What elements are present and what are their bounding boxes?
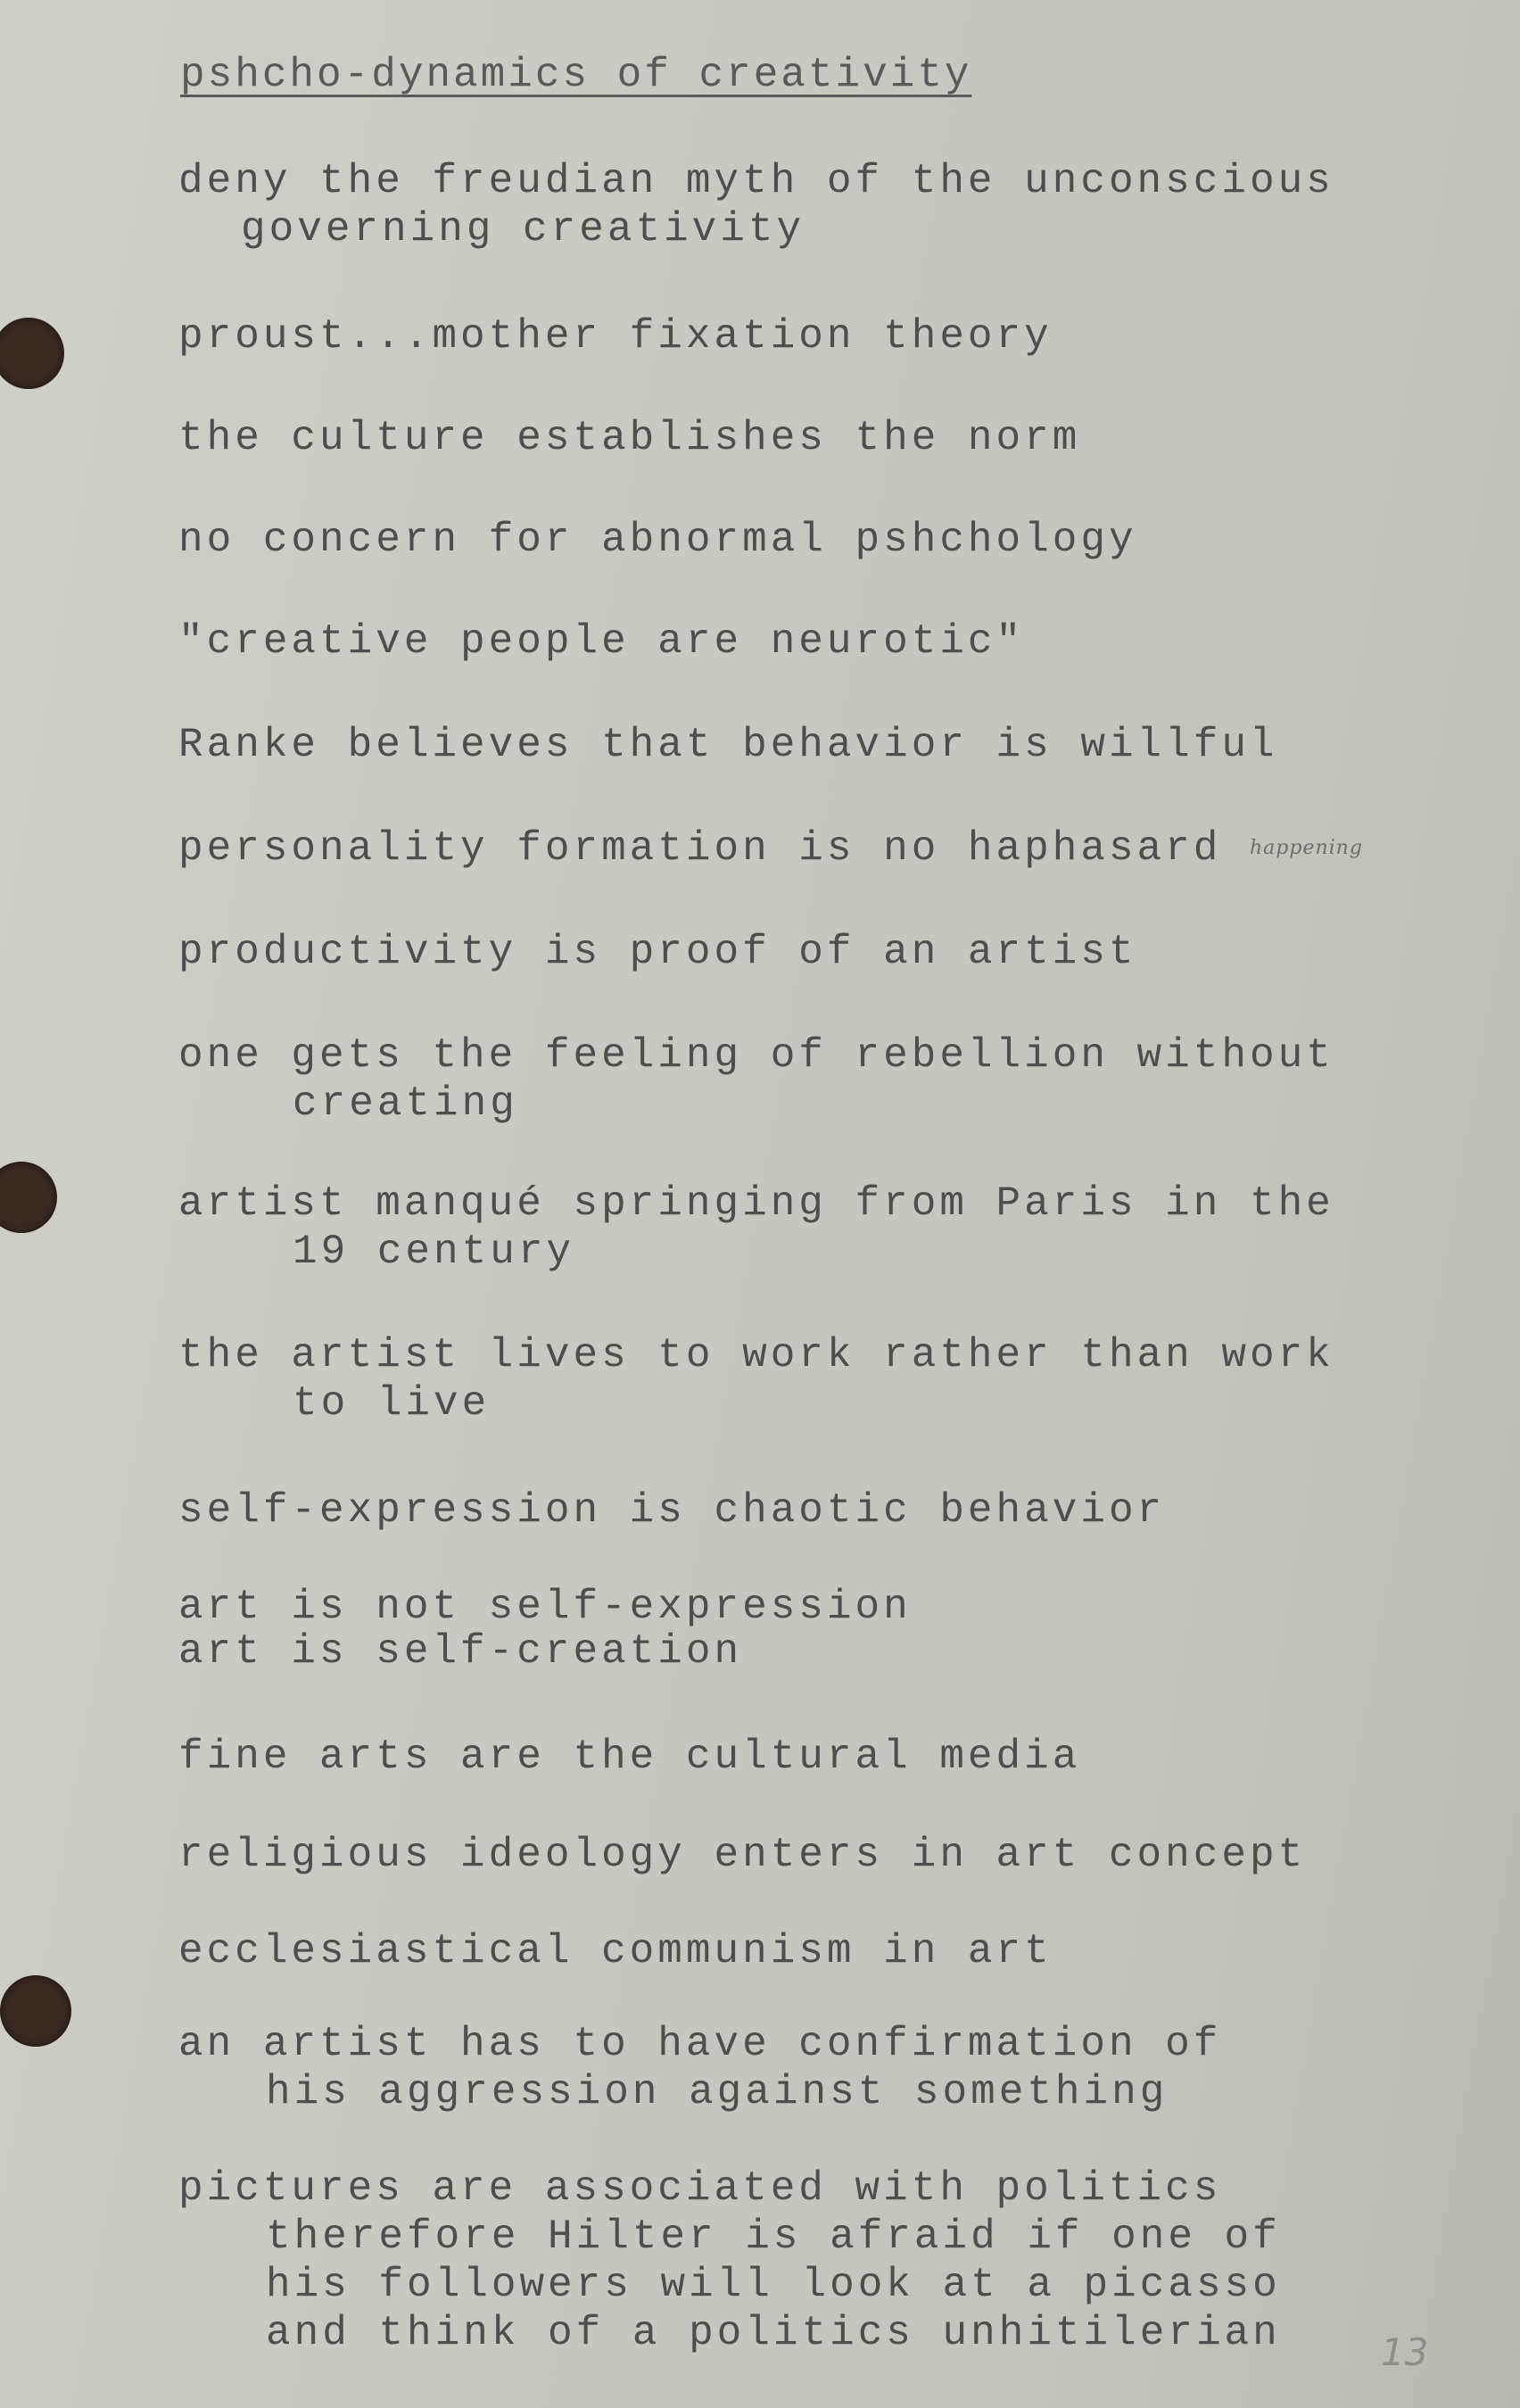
item-line: "creative people are neurotic" bbox=[178, 618, 1025, 665]
item-line: deny the freudian myth of the unconscious bbox=[178, 158, 1334, 204]
list-item bbox=[178, 414, 1080, 462]
item-line: fine arts are the cultural media bbox=[178, 1734, 1081, 1780]
list-item bbox=[178, 312, 1053, 360]
list-item bbox=[178, 157, 1334, 253]
item-line: one gets the feeling of rebellion without bbox=[178, 1032, 1334, 1079]
item-continuation: 19 century bbox=[293, 1229, 575, 1275]
item-line: religious ideology enters in art concept bbox=[178, 1832, 1307, 1878]
punch-hole-middle bbox=[0, 1162, 57, 1233]
item-line: pictures are associated with politics bbox=[178, 2165, 1222, 2212]
item-continuation: governing creativity bbox=[241, 206, 805, 252]
list-item bbox=[178, 1927, 1053, 1975]
item-continuation: creating bbox=[293, 1080, 518, 1127]
item-line: productivity is proof of an artist bbox=[178, 929, 1137, 975]
item-continuation: his aggression against something bbox=[266, 2069, 1169, 2115]
item-line: the culture establishes the norm bbox=[178, 415, 1081, 461]
list-item bbox=[178, 2020, 1221, 2116]
item-continuation: and think of a politics unhitilerian bbox=[266, 2310, 1281, 2356]
item-line: an artist has to have confirmation of bbox=[178, 2021, 1222, 2067]
item-continuation: his followers will look at a picasso bbox=[266, 2262, 1281, 2308]
list-item bbox=[178, 1831, 1306, 1879]
list-item bbox=[178, 1733, 1080, 1781]
list-item bbox=[178, 1331, 1334, 1427]
item-line: Ranke believes that behavior is willful bbox=[178, 722, 1278, 768]
page-title: pshcho-dynamics of creativity bbox=[180, 52, 972, 98]
item-continuation: to live bbox=[293, 1380, 491, 1427]
item-line: the artist lives to work rather than work bbox=[178, 1332, 1334, 1378]
list-item bbox=[178, 617, 1024, 666]
item-line-2: art is self-creation bbox=[178, 1628, 743, 1675]
list-item bbox=[178, 824, 1363, 873]
list-item bbox=[178, 516, 1137, 564]
item-line: artist manqué springing from Paris in the bbox=[178, 1180, 1334, 1227]
punch-hole-bottom bbox=[0, 1975, 71, 2047]
punch-hole-top bbox=[0, 318, 64, 389]
item-line: ecclesiastical communism in art bbox=[178, 1928, 1053, 1974]
list-item bbox=[178, 1031, 1334, 1128]
list-item bbox=[178, 1179, 1334, 1276]
list-item bbox=[178, 721, 1278, 769]
list-item bbox=[178, 2164, 1281, 2357]
item-line: self-expression is chaotic behavior bbox=[178, 1487, 1166, 1534]
item-line: no concern for abnormal pshchology bbox=[178, 517, 1137, 563]
handwritten-note: happening bbox=[1249, 837, 1363, 859]
item-line: art is not self-expression bbox=[178, 1584, 912, 1630]
list-item bbox=[178, 928, 1137, 976]
list-item bbox=[178, 1585, 912, 1674]
list-item bbox=[178, 1486, 1165, 1535]
page-number: 13 bbox=[1381, 2330, 1429, 2374]
item-line: proust...mother fixation theory bbox=[178, 313, 1053, 360]
item-line: personality formation is no haphasard bbox=[178, 825, 1222, 873]
item-continuation: therefore Hilter is afraid if one of bbox=[266, 2214, 1281, 2260]
